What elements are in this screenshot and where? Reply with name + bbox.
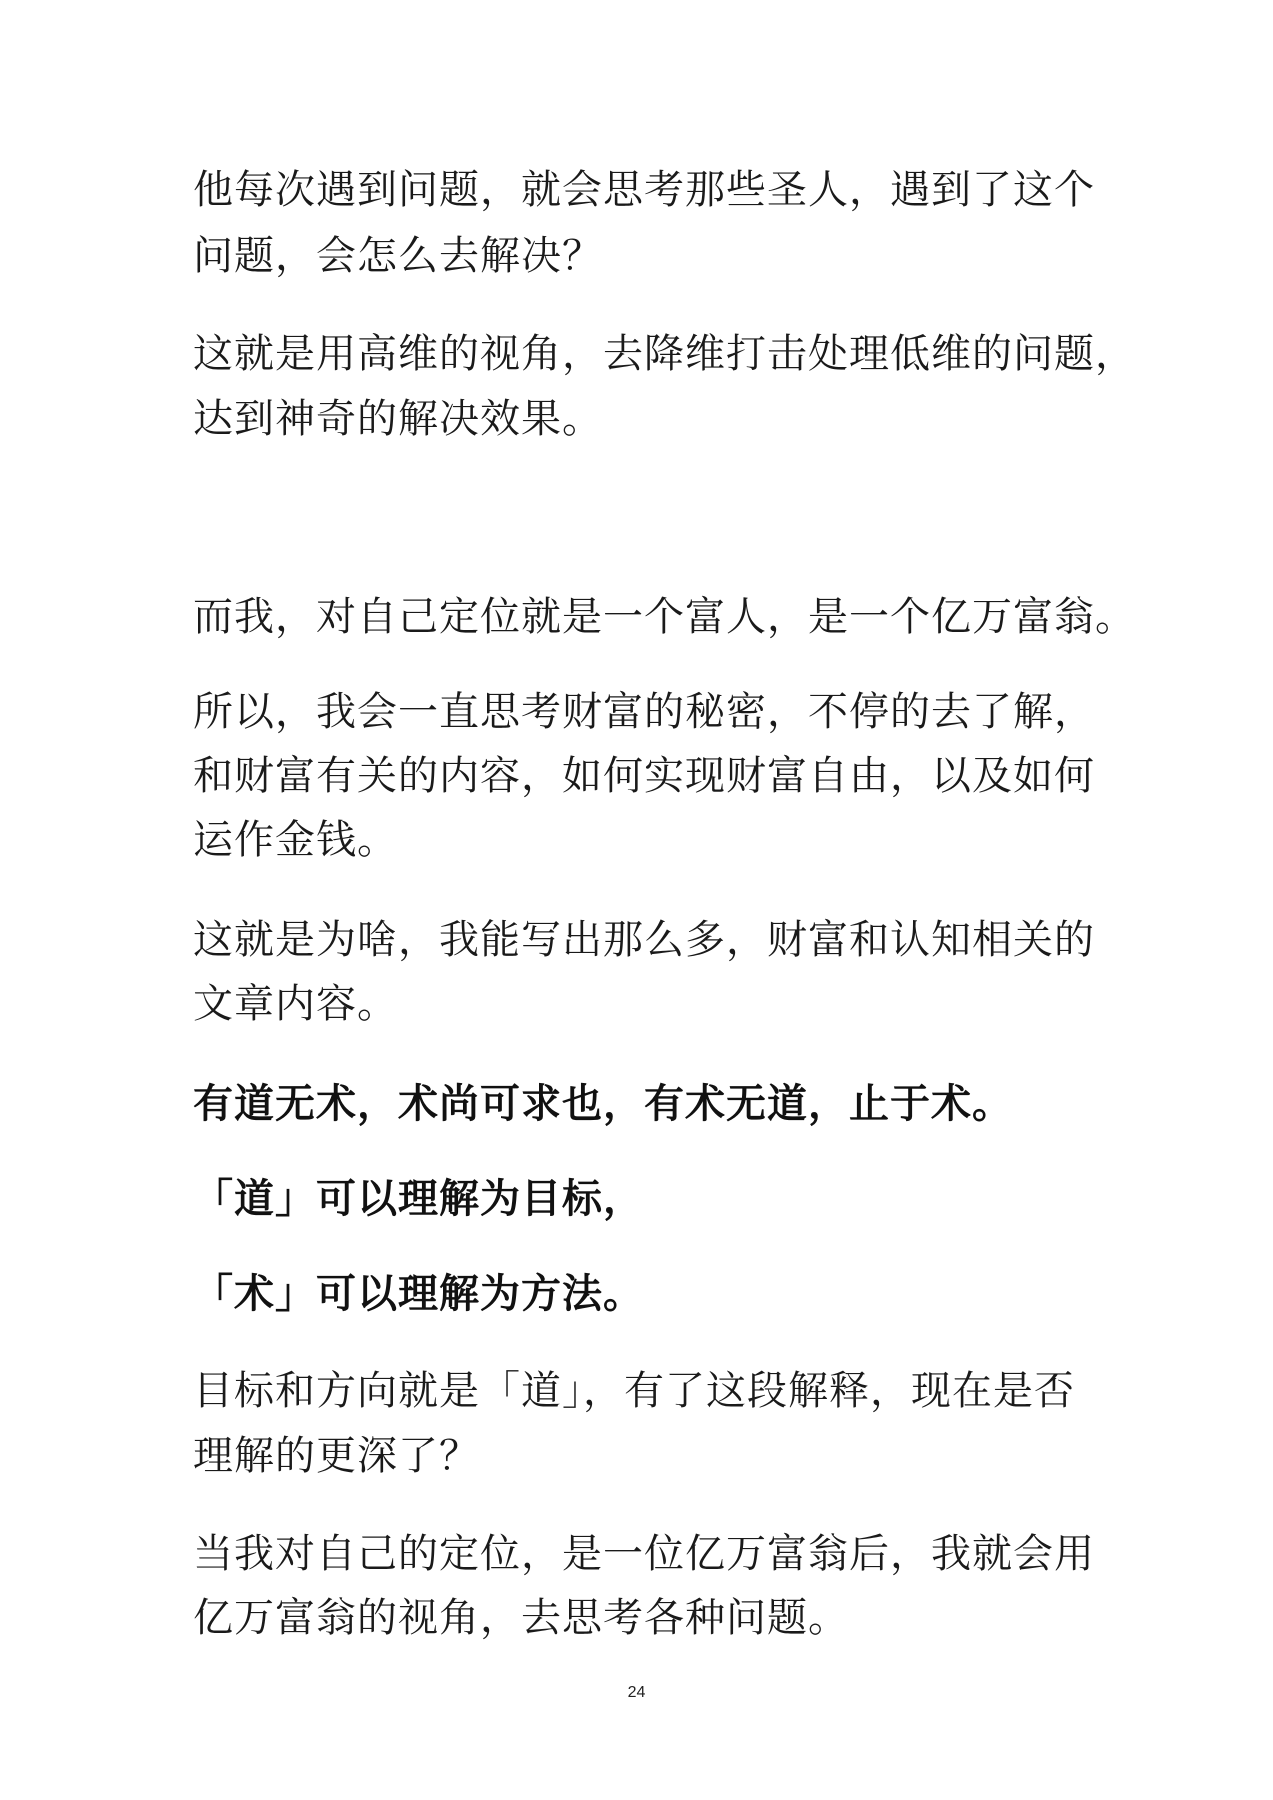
paragraph-line: 这就是用高维的视角，去降维打击处理低维的问题， bbox=[193, 331, 1136, 377]
paragraph-line: 和财富有关的内容，如何实现财富自由，以及如何 bbox=[193, 753, 1095, 799]
paragraph-line: 目标和方向就是「道」，有了这段解释，现在是否 bbox=[193, 1368, 1075, 1414]
paragraph-line: 他每次遇到问题，就会思考那些圣人，遇到了这个 bbox=[193, 167, 1095, 213]
paragraph-line: 亿万富翁的视角，去思考各种问题。 bbox=[193, 1595, 849, 1641]
paragraph-line: 运作金钱。 bbox=[193, 817, 398, 863]
bold-definition-line: 「术」可以理解为方法。 bbox=[193, 1270, 644, 1317]
paragraph-line: 而我，对自己定位就是一个富人，是一个亿万富翁。 bbox=[193, 594, 1136, 640]
bold-quote-line: 有道无术，术尚可求也，有术无道，止于术。 bbox=[193, 1080, 1013, 1127]
paragraph-line: 当我对自己的定位，是一位亿万富翁后，我就会用 bbox=[193, 1531, 1095, 1577]
paragraph-line: 这就是为啥，我能写出那么多，财富和认知相关的 bbox=[193, 917, 1095, 963]
page-number: 24 bbox=[627, 1684, 646, 1701]
paragraph-line: 问题，会怎么去解决？ bbox=[193, 233, 603, 279]
paragraph-line: 理解的更深了？ bbox=[193, 1433, 480, 1479]
paragraph-line: 文章内容。 bbox=[193, 981, 398, 1027]
paragraph-line: 所以，我会一直思考财富的秘密，不停的去了解， bbox=[193, 689, 1095, 735]
paragraph-line: 达到神奇的解决效果。 bbox=[193, 396, 603, 442]
bold-definition-line: 「道」可以理解为目标， bbox=[193, 1175, 644, 1222]
